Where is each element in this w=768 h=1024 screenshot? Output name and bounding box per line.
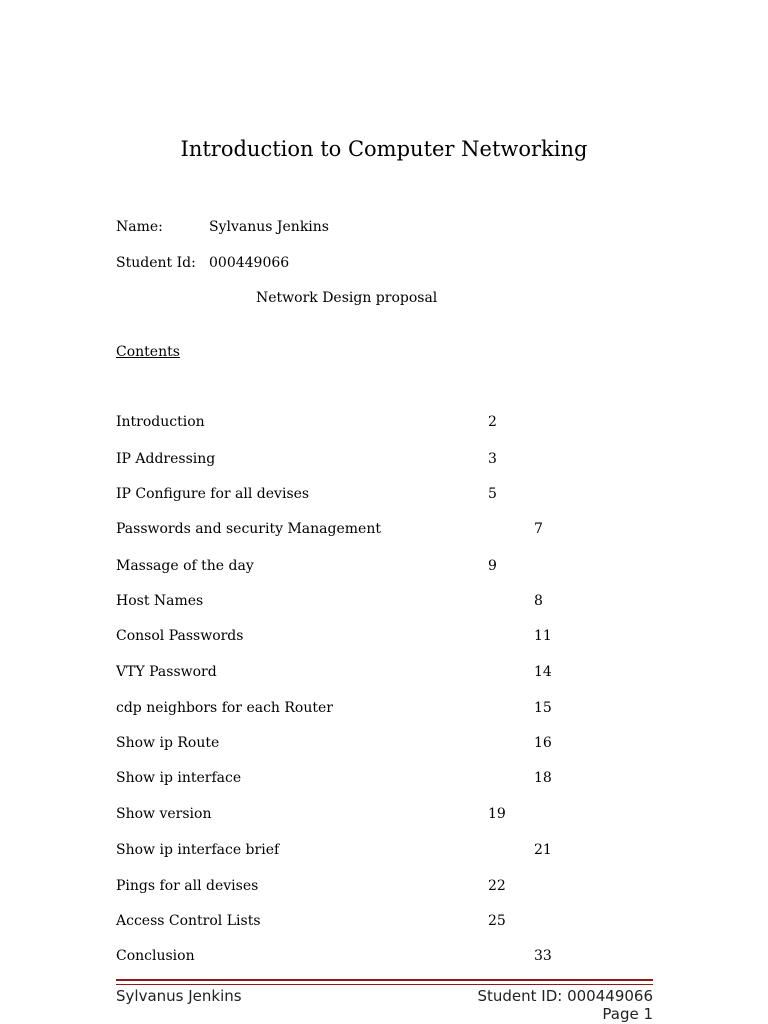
toc-item-label: Conclusion [116,948,195,964]
toc-item-label: Pings for all devises [116,878,259,894]
toc-item-label: Passwords and security Management [116,521,381,537]
toc-item-label: VTY Password [116,664,217,680]
toc-item-page: 33 [534,948,552,964]
footer-student-id: Student ID: 000449066 [477,987,653,1005]
toc-item-page: 19 [488,806,506,822]
toc-item-label: IP Addressing [116,451,216,467]
name-value: Sylvanus Jenkins [209,219,329,235]
toc-item-label: Consol Passwords [116,628,244,644]
toc-item-label: Access Control Lists [116,913,261,929]
toc-item-label: IP Configure for all devises [116,486,310,502]
toc-item-label: Show version [116,806,212,822]
toc-item-page: 22 [488,878,506,894]
toc-item-page: 5 [488,486,497,502]
name-label: Name: [116,219,163,235]
toc-item-label: Introduction [116,414,205,430]
toc-item-page: 8 [534,593,543,609]
toc-item-page: 21 [534,842,552,858]
student-id-label: Student Id: [116,255,196,271]
footer-rule-thin [116,984,653,985]
toc-item-label: cdp neighbors for each Router [116,700,333,716]
document-subtitle: Network Design proposal [256,290,438,306]
toc-item-page: 9 [488,558,497,574]
student-id-value: 000449066 [209,255,290,271]
footer-author: Sylvanus Jenkins [116,987,242,1005]
toc-item-page: 7 [534,521,543,537]
toc-item-label: Show ip Route [116,735,220,751]
toc-item-label: Show ip interface [116,770,242,786]
toc-item-page: 16 [534,735,552,751]
footer-rule-thick [116,979,653,981]
toc-item-label: Host Names [116,593,204,609]
document-title: Introduction to Computer Networking [180,137,588,161]
toc-item-label: Massage of the day [116,558,254,574]
toc-item-page: 18 [534,770,552,786]
toc-item-page: 14 [534,664,552,680]
toc-item-page: 3 [488,451,497,467]
footer-page-number: Page 1 [602,1005,653,1023]
toc-item-page: 2 [488,414,497,430]
toc-item-label: Show ip interface brief [116,842,280,858]
toc-item-page: 25 [488,913,506,929]
contents-heading: Contents [116,344,180,360]
toc-item-page: 11 [534,628,552,644]
toc-item-page: 15 [534,700,552,716]
